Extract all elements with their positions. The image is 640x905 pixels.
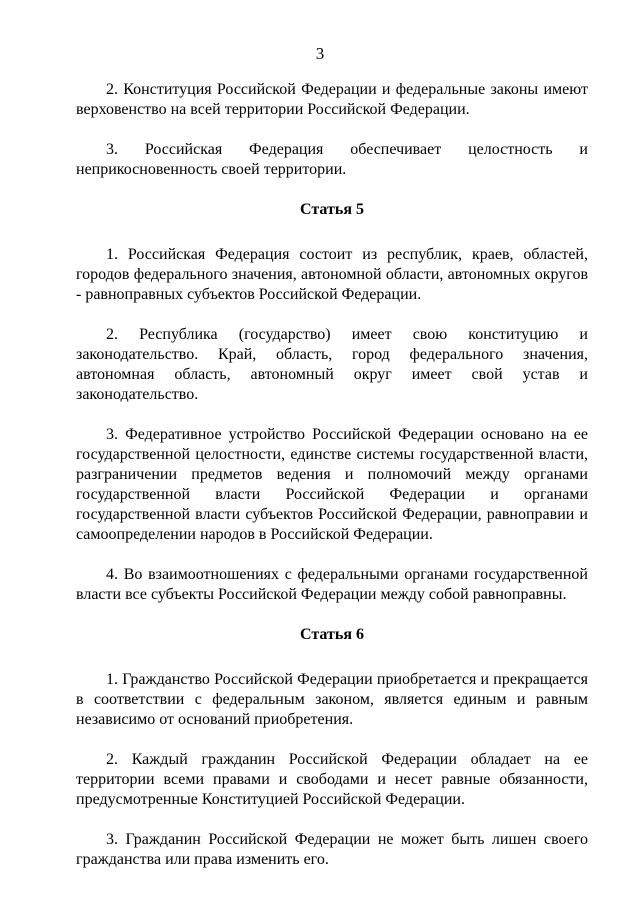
article-heading-6: Статья 6 bbox=[300, 626, 364, 643]
paragraph-art6-p3: 3. Гражданин Российской Федерации не может быть лишен своего гражданства или права изменить его. bbox=[76, 831, 588, 868]
article-heading-5: Статья 5 bbox=[300, 201, 364, 218]
paragraph-art5-p1: 1. Российская Федерация состоит из республик, краев, областей, городов федерального значения, автономной области, автономных округов - равноправных субъектов Российской Федерации. bbox=[76, 246, 588, 303]
paragraph-art4-p2: 2. Конституция Российской Федерации и федеральные законы имеют верховенство на всей территории Российской Федерации. bbox=[76, 81, 588, 118]
paragraph-art5-p4: 4. Во взаимоотношениях с федеральными органами государственной власти все субъекты Российской Федерации между собой равноправны. bbox=[76, 566, 588, 603]
paragraph-art5-p2: 2. Республика (государство) имеет свою конституцию и законодательство. Край, область, город федерального значения, автономная область, автономный округ имеет свой устав и законодательство. bbox=[76, 326, 588, 403]
paragraph-art6-p2: 2. Каждый гражданин Российской Федерации обладает на ее территории всеми правами и свободами и несет равные обязанности, предусмотренные Конституцией Российской Федерации. bbox=[76, 751, 588, 808]
page-number: 3 bbox=[315, 44, 325, 63]
paragraph-art4-p3: 3. Российская Федерация обеспечивает целостность и неприкосновенность своей территории. bbox=[76, 141, 588, 178]
paragraph-art5-p3: 3. Федеративное устройство Российской Федерации основано на ее государственной целостности, единстве системы государственной власти, разграничении предметов ведения и полномочий между органами государственной власти Российской Федерации и органами государственной власти субъектов Российской Федерации, равноправии и самоопределении народов в Российской Федерации. bbox=[76, 426, 588, 543]
paragraph-art6-p1: 1. Гражданство Российской Федерации приобретается и прекращается в соответствии с федеральным законом, является единым и равным независимо от оснований приобретения. bbox=[76, 671, 588, 728]
document-body bbox=[76, 80, 588, 890]
